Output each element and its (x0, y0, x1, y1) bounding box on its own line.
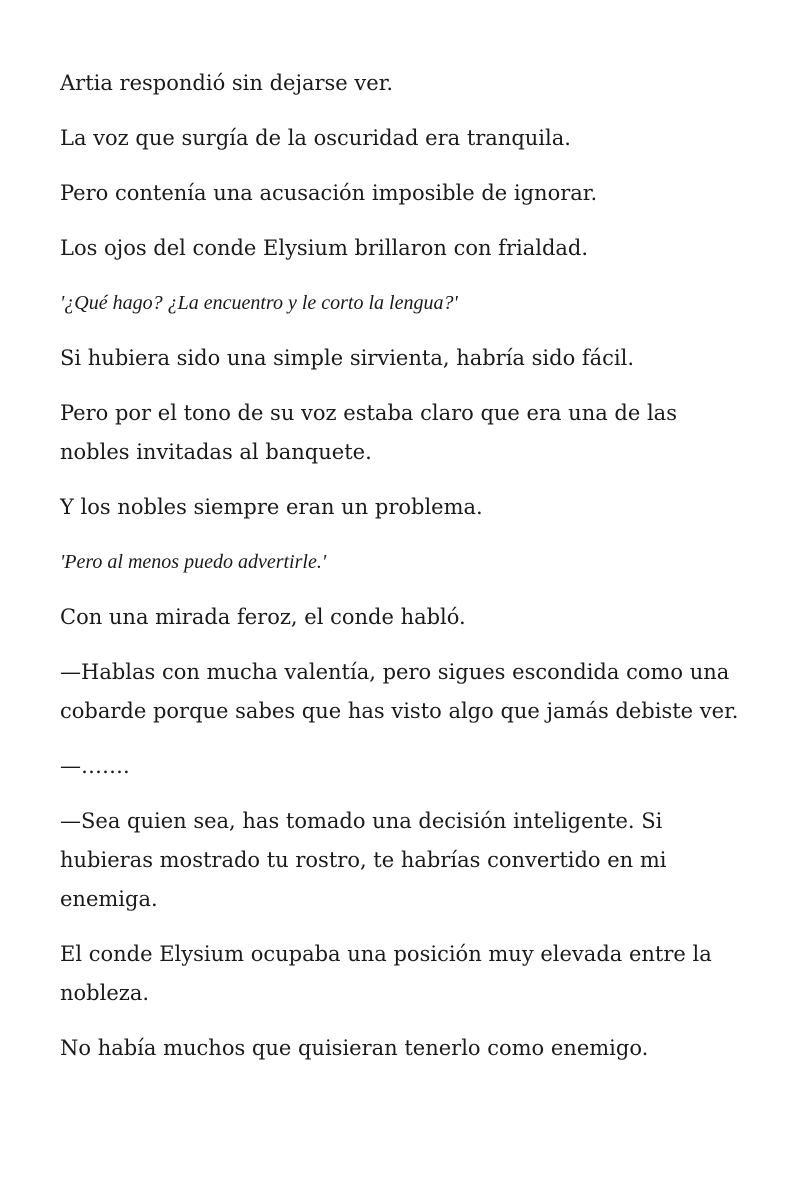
thought-paragraph: '¿Qué hago? ¿La encuentro y le corto la lengua?' (60, 292, 458, 314)
paragraph: No había muchos que quisieran tenerlo como enemigo. (60, 1036, 649, 1060)
paragraph: Si hubiera sido una simple sirvienta, habría sido fácil. (60, 346, 635, 370)
thought-paragraph: 'Pero al menos puedo advertirle.' (60, 551, 327, 573)
paragraph: Pero contenía una acusación imposible de ignorar. (60, 181, 598, 205)
paragraph: Con una mirada feroz, el conde habló. (60, 605, 466, 629)
dialogue-paragraph: —……. (60, 754, 130, 778)
paragraph: El conde Elysium ocupaba una posición muy elevada entre la nobleza. (60, 942, 712, 1005)
dialogue-paragraph: —Hablas con mucha valentía, pero sigues escondida como una cobarde porque sabes que has visto algo que jamás debiste ver. (60, 660, 739, 723)
paragraph: Artia respondió sin dejarse ver. (60, 71, 394, 95)
paragraph: Pero por el tono de su voz estaba claro que era una de las nobles invitadas al banquete. (60, 401, 677, 464)
paragraph: Los ojos del conde Elysium brillaron con frialdad. (60, 236, 589, 260)
paragraph: Y los nobles siempre eran un problema. (60, 495, 483, 519)
paragraph: La voz que surgía de la oscuridad era tranquila. (60, 126, 571, 150)
document-body (60, 64, 740, 1084)
dialogue-paragraph: —Sea quien sea, has tomado una decisión inteligente. Si hubieras mostrado tu rostro, te habrías convertido en mi enemiga. (60, 809, 667, 911)
